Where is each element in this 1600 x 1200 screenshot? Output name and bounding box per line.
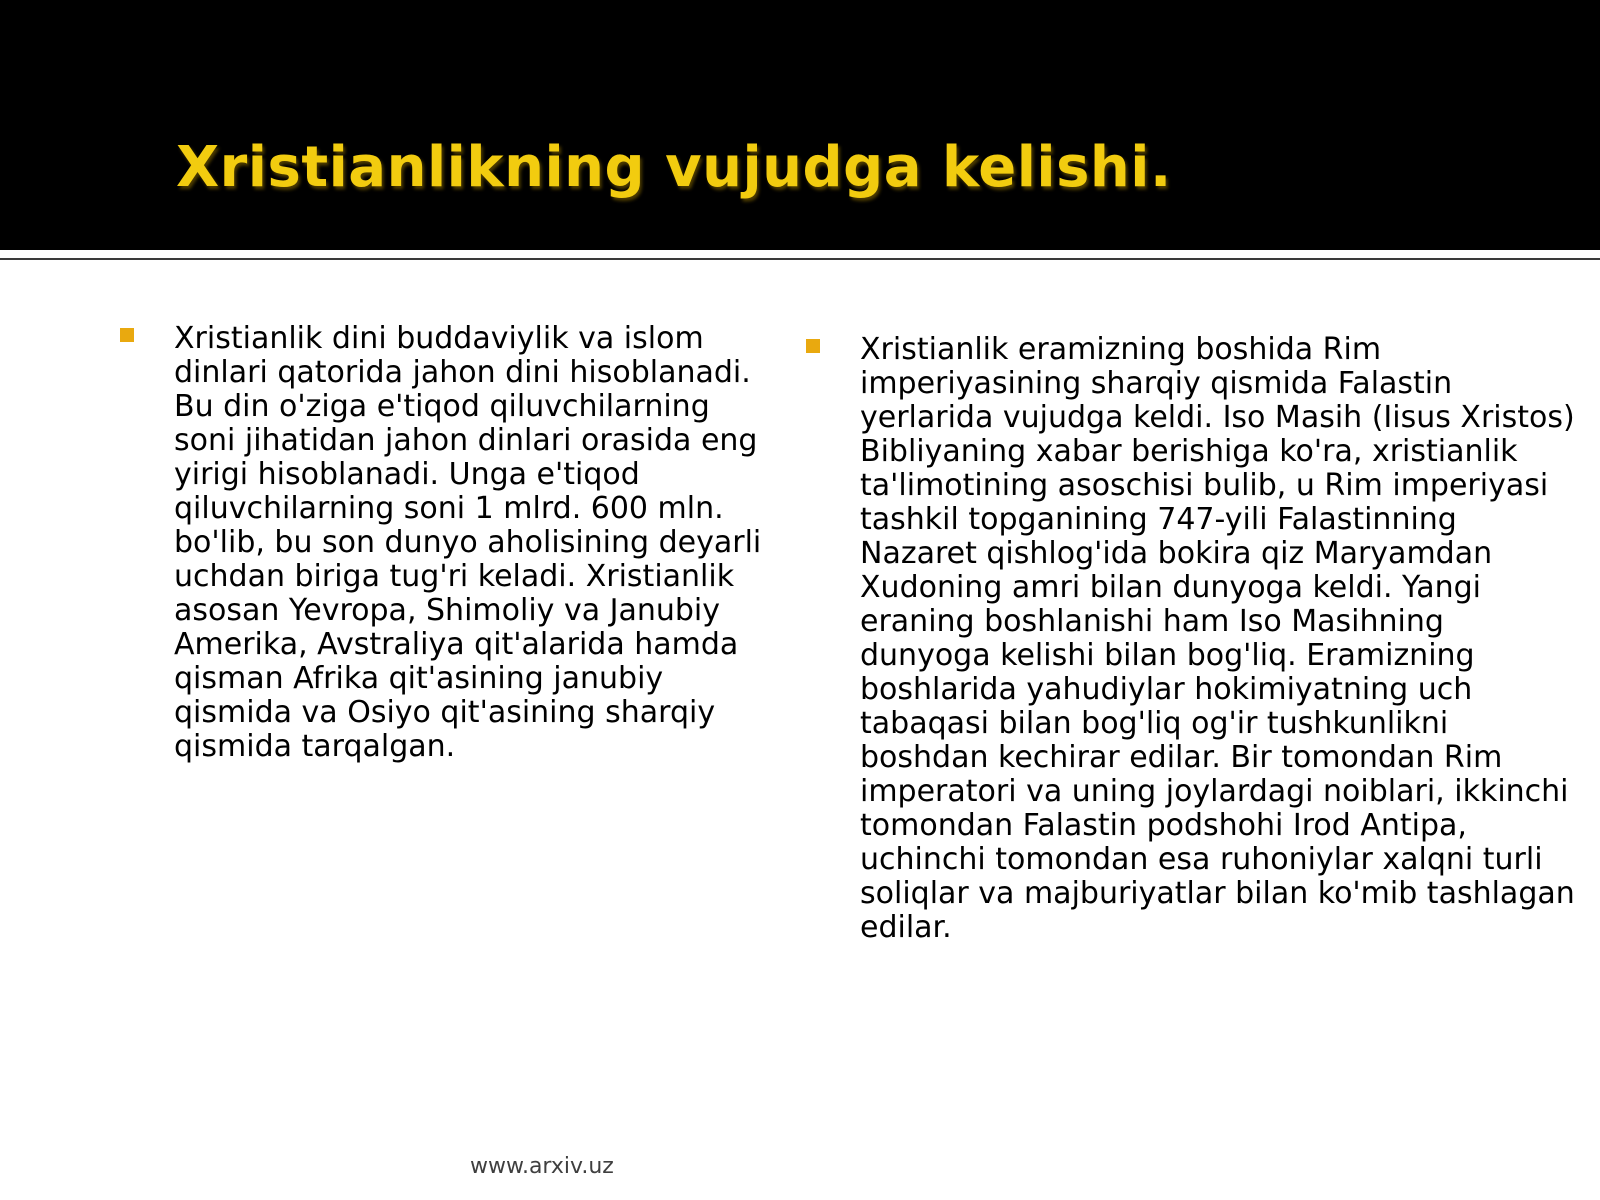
right-column	[806, 333, 1576, 945]
square-bullet-icon	[806, 339, 820, 353]
title-bar	[0, 0, 1600, 250]
bullet-text: Xristianlik eramizning boshida Rim imperiyasining sharqiy qismida Falastin yerlarida vujudga keldi. Iso Masih (Iisus Xristos) Bibliyaning xabar berishiga ko'ra, xristianlik ta'limotining asoschisi bulib, u Rim imperiyasi tashkil topganining 747-yili Falastinning Nazaret qishlog'ida bokira qiz Maryamdan Xudoning amri bilan dunyoga keldi. Yangi eraning boshlanishi ham Iso Masihning dunyoga kelishi bilan bog'liq. Eramizning boshlarida yahudiylar hokimiyatning uch tabaqasi bilan bog'liq og'ir tushkunlikni boshdan kechirar edilar. Bir tomondan Rim imperatori va uning joylardagi noiblari, ikkinchi tomondan Falastin podshohi Irod Antipa, uchinchi tomondan esa ruhoniylar xalqni turli soliqlar va majburiyatlar bilan ko'mib tashlagan edilar.	[860, 332, 1575, 945]
header-divider	[0, 258, 1600, 260]
square-bullet-icon	[120, 328, 134, 342]
slide-title: Xristianlikning vujudga kelishi.	[176, 135, 1172, 200]
bullet-text: Xristianlik dini buddaviylik va islom dinlari qatorida jahon dini hisoblanadi. Bu din o'ziga e'tiqod qiluvchilarning soni jihatidan jahon dinlari orasida eng yirigi hisoblanadi. Unga e'tiqod qiluvchilarning soni 1 mlrd. 600 mln. bo'lib, bu son dunyo aholisining deyarli uchdan biriga tug'ri keladi. Xristianlik asosan Yevropa, Shimoliy va Janubiy Amerika, Avstraliya qit'alarida hamda qisman Afrika qit'asining janubiy qismida va Osiyo qit'asining sharqiy qismida tarqalgan.	[174, 321, 762, 764]
bullet-item	[120, 322, 780, 764]
left-column	[120, 322, 780, 764]
footer-url: www.arxiv.uz	[470, 1154, 614, 1179]
bullet-item	[806, 333, 1576, 945]
